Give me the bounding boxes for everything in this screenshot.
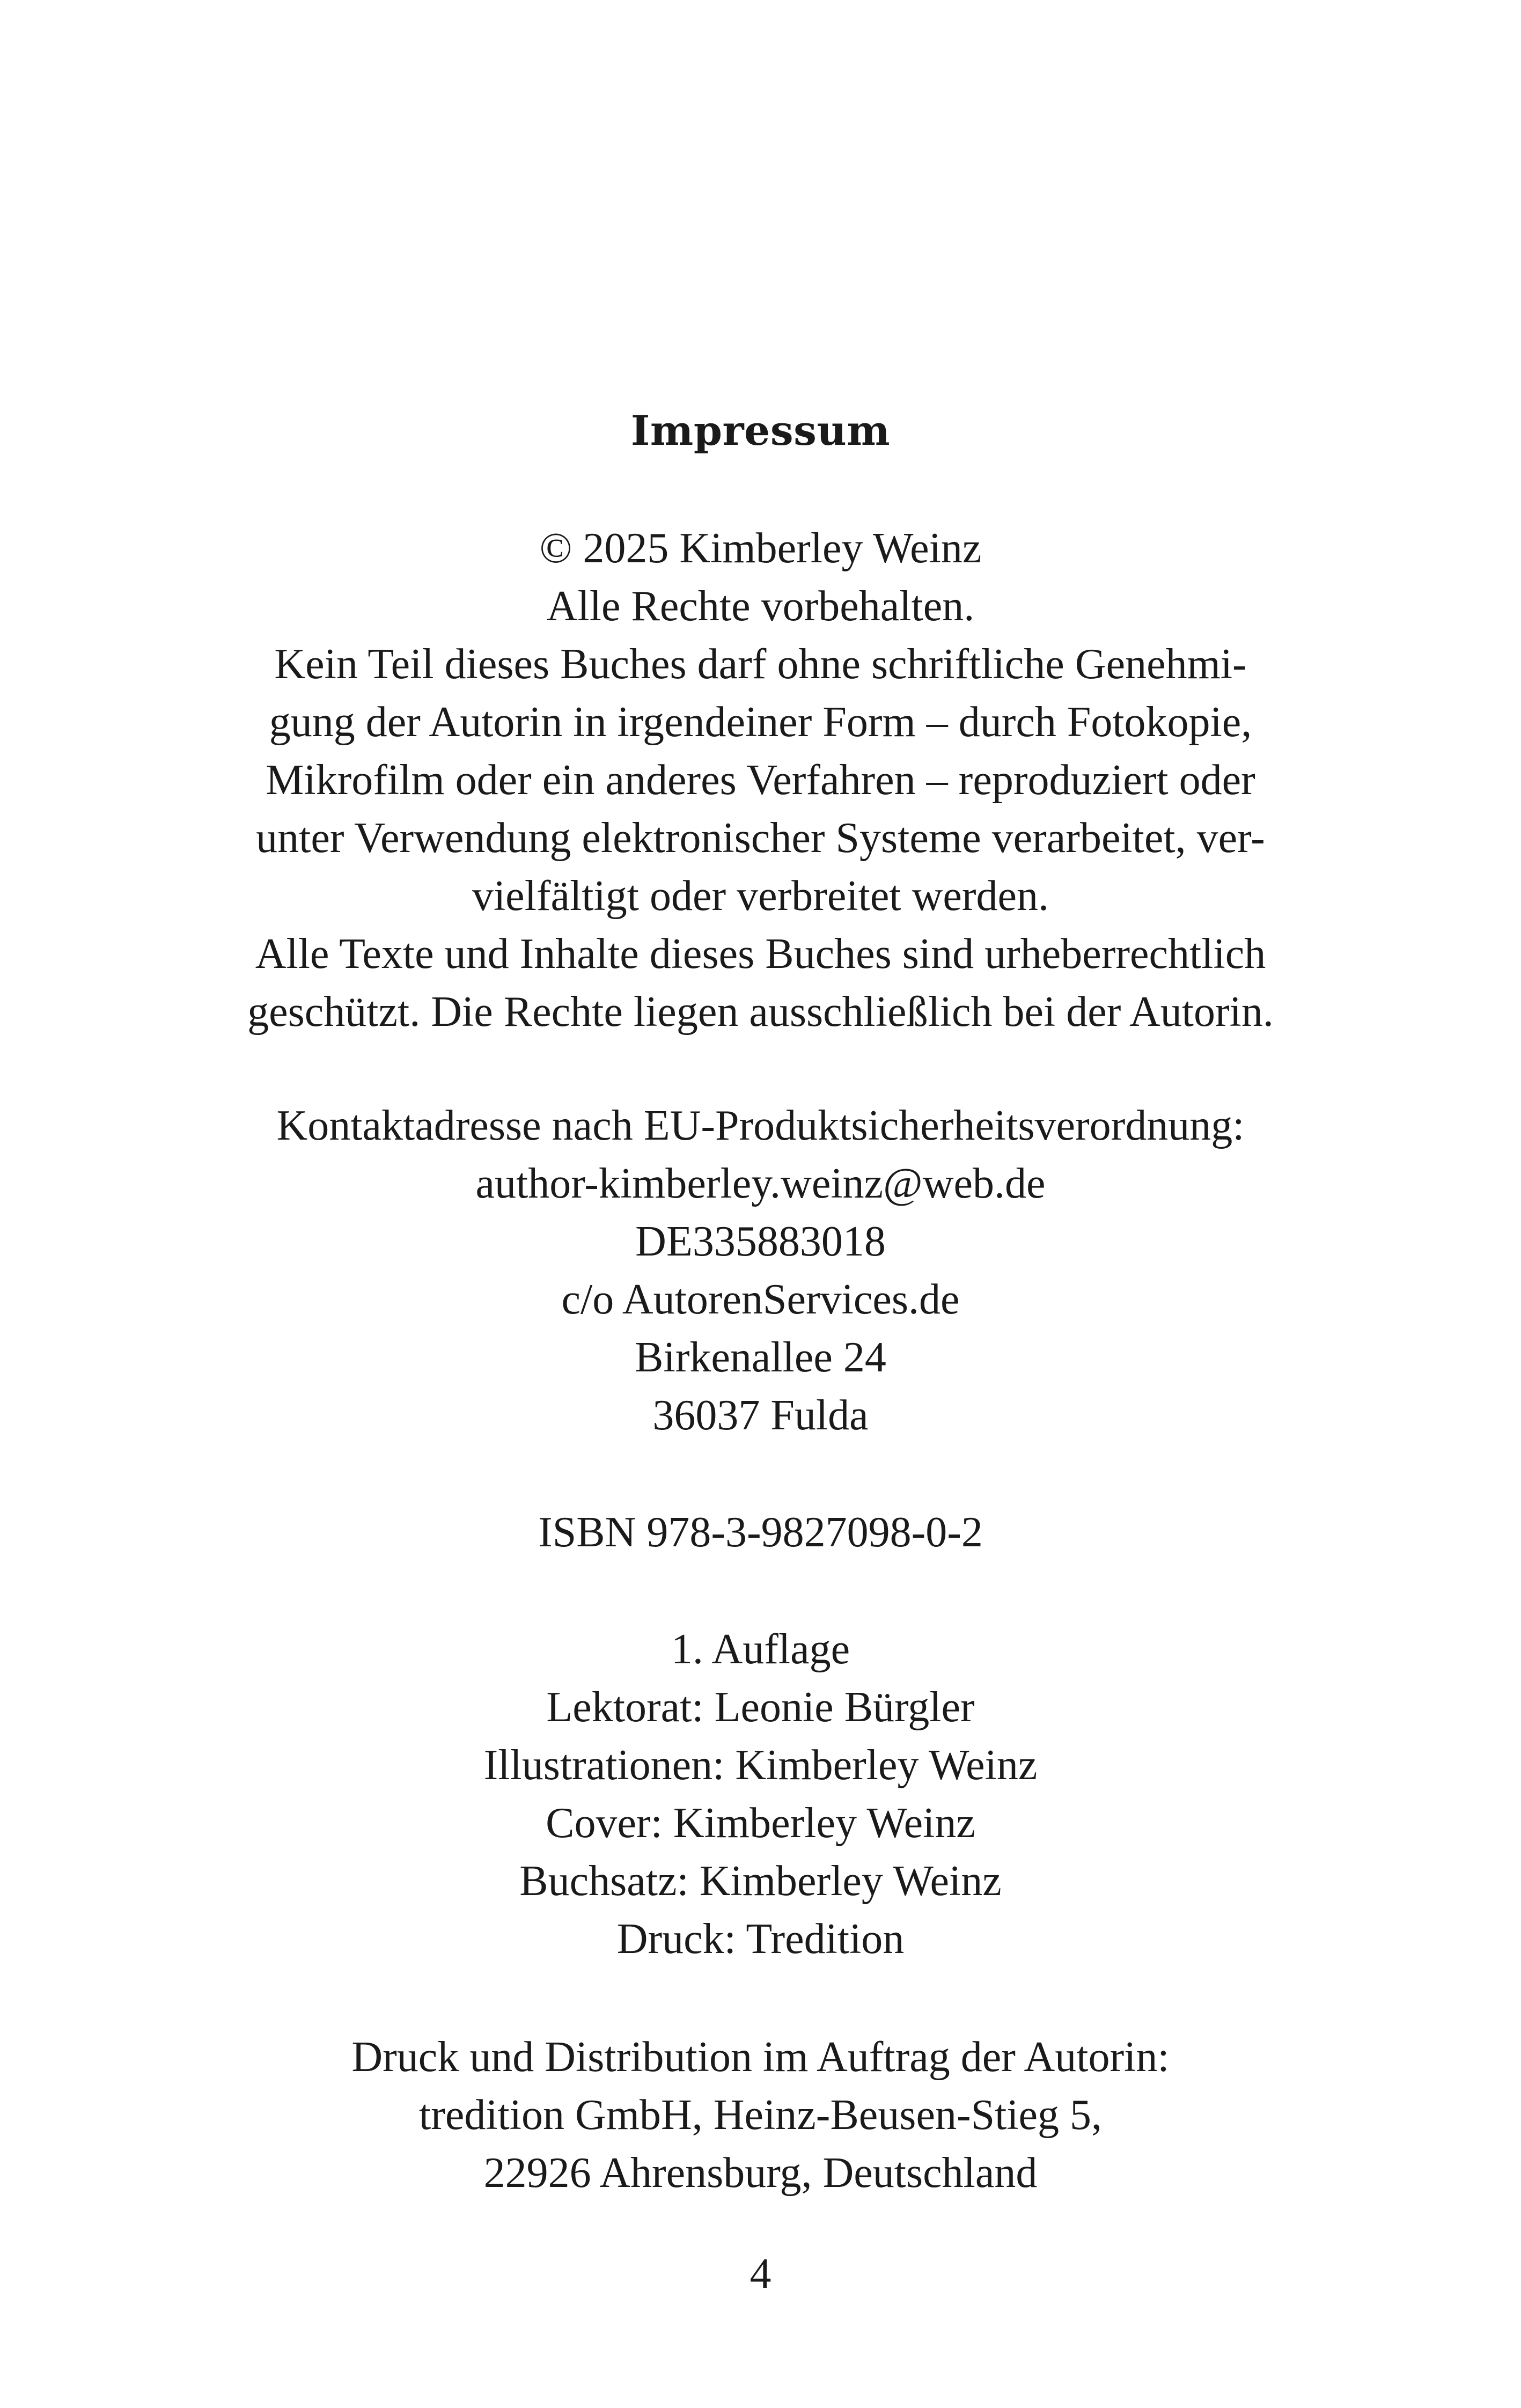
credit-typesetting: Buchsatz: Kimberley Weinz [519,1858,1002,1905]
page-number: 4 [750,2250,771,2297]
credits [0,1620,1521,1968]
credit-print: Druck: Tredition [616,1915,905,1963]
page-title: Impressum [630,407,891,454]
copyright-text-line: Alle Texte und Inhalte dieses Buches sind urheberrechtlich [255,930,1266,978]
credit-cover: Cover: Kimberley Weinz [546,1800,975,1847]
credit-editing: Lektorat: Leonie Bürgler [546,1684,975,1731]
copyright-text-line: gung der Autorin in irgendeiner Form – durch Fotokopie, [269,699,1252,746]
credit-illustrations: Illustrationen: Kimberley Weinz [483,1742,1038,1789]
edition: 1. Auflage [671,1626,850,1673]
contact-tax-id: DE335883018 [635,1218,886,1265]
distribution-heading: Druck und Distribution im Auftrag der Autorin: [351,2033,1170,2081]
copyright-text-line: geschützt. Die Rechte liegen ausschließlich bei der Autorin. [247,988,1274,1036]
copyright-text-line: Mikrofilm oder ein anderes Verfahren – reproduziert oder [266,757,1255,804]
copyright-text-line: Kein Teil dieses Buches darf ohne schriftliche Genehmi- [274,641,1247,688]
distribution-city: 22926 Ahrensburg, Deutschland [483,2149,1038,2197]
distribution-company: tredition GmbH, Heinz-Beusen-Stieg 5, [418,2091,1103,2139]
contact-heading: Kontaktadresse nach EU-Produktsicherheitsverordnung: [276,1102,1245,1149]
contact-care-of: c/o AutorenServices.de [561,1276,960,1323]
isbn: ISBN 978-3-9827098-0-2 [538,1509,983,1556]
contact-address [0,1097,1521,1444]
contact-email: author-kimberley.weinz@web.de [475,1160,1046,1207]
copyright-notice [0,519,1521,1041]
isbn-block [0,1503,1521,1561]
copyright-line: © 2025 Kimberley Weinz [539,525,982,572]
contact-street: Birkenallee 24 [635,1334,886,1381]
copyright-text-line: vielfältigt oder verbreitet werden. [472,872,1049,920]
rights-reserved-line: Alle Rechte vorbehalten. [546,583,975,630]
distribution-info [0,2028,1521,2202]
contact-city: 36037 Fulda [652,1392,869,1439]
copyright-text-line: unter Verwendung elektronischer Systeme verarbeitet, ver- [256,814,1265,862]
